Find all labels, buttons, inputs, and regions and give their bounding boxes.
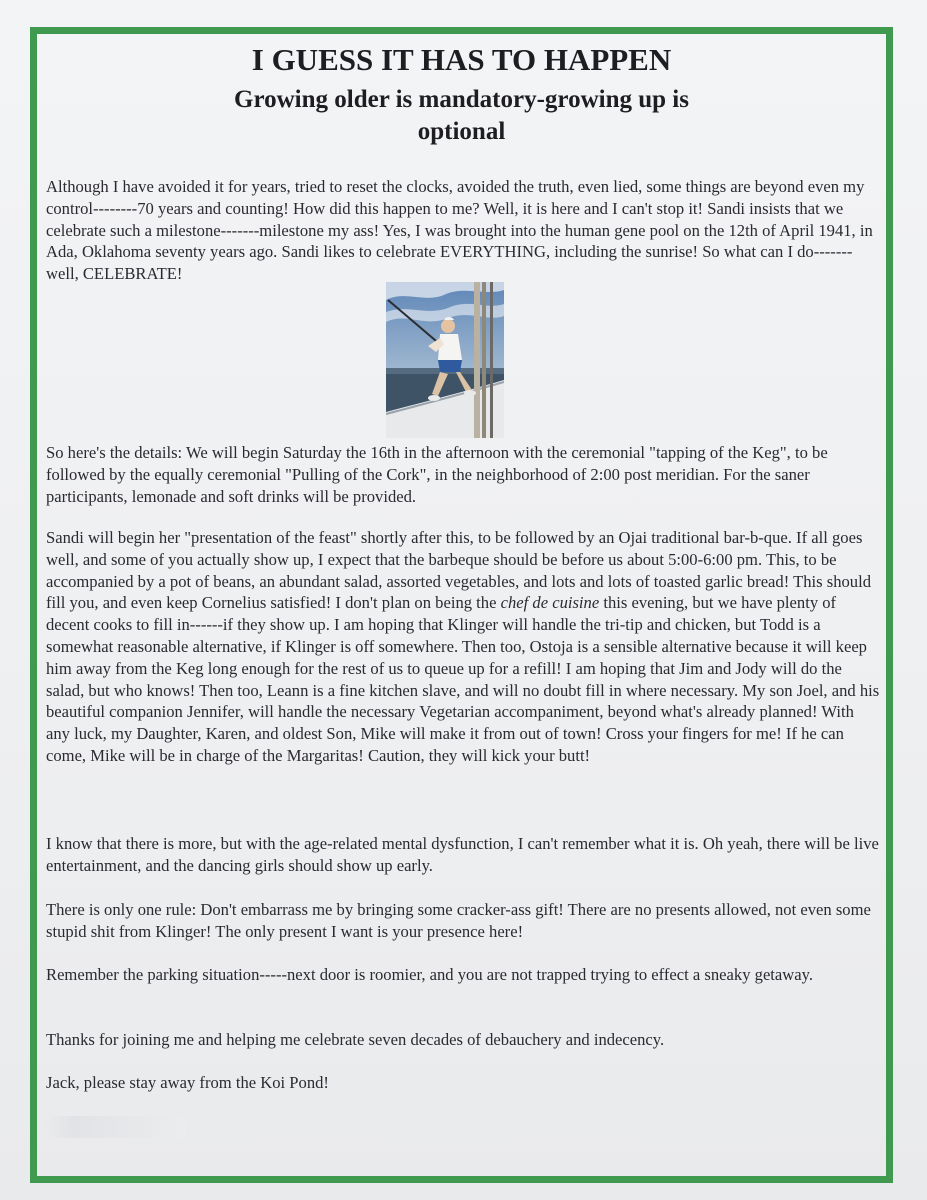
subtitle-line-2: optional (417, 118, 506, 145)
chef-de-cuisine-italic: chef de cuisine (500, 593, 600, 613)
document-title: I GUESS IT HAS TO HAPPEN (251, 42, 672, 77)
fishing-photo (386, 282, 504, 438)
paragraph-intro: Although I have avoided it for years, tried to reset the clocks, avoided the truth, even lied, some things are beyond even my control--------70 years and counting! How did this happen to me? Well, it is here and I can't stop it! Sandi insists that we celebrate such a milestone-------milestone my ass! Yes, I was brought into the human gene pool on the 12th of April 1941, in Ada, Oklahoma seventy years ago. Sandi likes to celebrate EVERYTHING, including the sunrise! So what can I do-------well, CELEBRATE! (46, 177, 873, 284)
feast-text-part-2: this evening, but we have plenty of decent cooks to fill in------if they show up. I am hoping that Klinger will handle the tri-tip and chicken, but Todd is a somewhat reasonable alternative, if Klinger is off somewhere. Then too, Ostoja is a sensible alternative because it will keep him away from the Keg long enough for the rest of us to queue up for a refill! I am hoping that Jim and Jody will do the salad, but who knows! Then too, Leann is a fine kitchen slave, and will no doubt fill in where necessary. My son Joel, and his beautiful companion Jennifer, will handle the necessary Vegetarian accompaniment, beyond what's already planned! With any luck, my Daughter, Karen, and oldest Son, Mike will make it from out of town! Cross your fingers for me! If he can come, Mike will be in charge of the Margaritas! Caution, they will kick your butt! (46, 593, 880, 765)
fishing-photo-icon (386, 282, 504, 438)
paragraph-more: I know that there is more, but with the age-related mental dysfunction, I can't remember what it is. Oh yeah, there will be live entertainment, and the dancing girls should show up early. (46, 834, 879, 875)
document-subtitle (30, 84, 893, 148)
subtitle-line-1: Growing older is mandatory-growing up is (234, 86, 689, 113)
redacted-signature (46, 1116, 186, 1138)
paragraph-rule: There is only one rule: Don't embarrass me by bringing some cracker-ass gift! There are no presents allowed, not even some stupid shit from Klinger! The only present I want is your presence here! (46, 900, 871, 941)
paragraph-thanks: Thanks for joining me and helping me celebrate seven decades of debauchery and indecency. (46, 1030, 665, 1049)
paragraph-parking: Remember the parking situation-----next door is roomier, and you are not trapped trying to effect a sneaky getaway. (46, 965, 813, 984)
paragraph-feast (46, 527, 881, 767)
paragraph-koi-pond: Jack, please stay away from the Koi Pond! (46, 1073, 329, 1092)
paragraph-details: So here's the details: We will begin Saturday the 16th in the afternoon with the ceremonial "tapping of the Keg", to be followed by the equally ceremonial "Pulling of the Cork", in the neighborhood of 2:00 post meridian. For the saner participants, lemonade and soft drinks will be provided. (46, 443, 828, 506)
feast-text-part-1: Sandi will begin her "presentation of the feast" shortly after this, to be followed by an Ojai traditional bar-b-que. If all goes well, and some of you actually show up, I expect that the barbeque should be before us about 5:00-6:00 pm. This, to be accompanied by a pot of beans, an abundant salad, assorted vegetables, and lots and lots of toasted garlic bread! This should fill you, and even keep Cornelius satisfied! I don't plan on being the (46, 528, 871, 613)
